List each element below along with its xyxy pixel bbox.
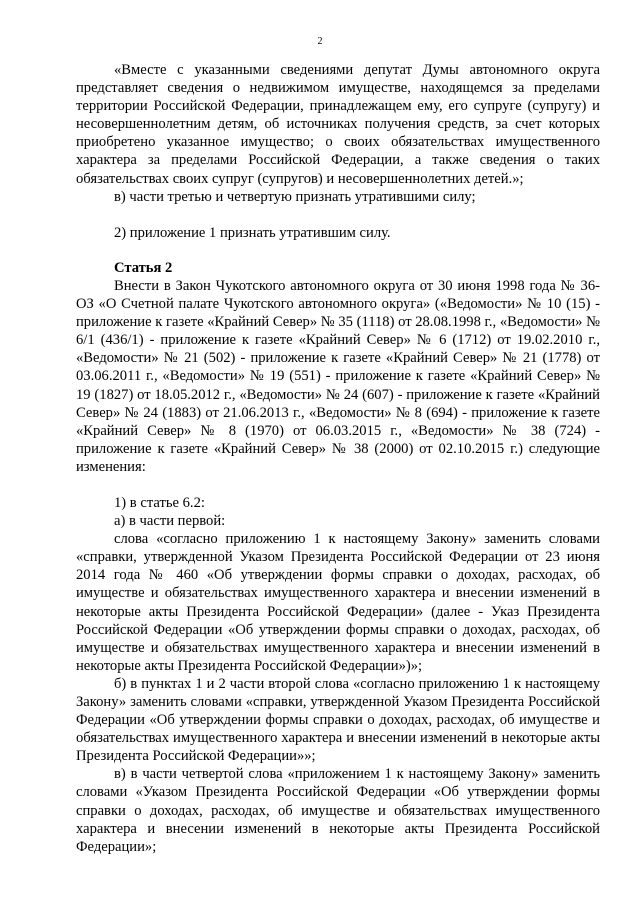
paragraph-declaration-clause: «Вместе с указанными сведениями депутат Думы автономного округа представляет сведения о недвижимом имуществе, находящемся за пределами территории Российской Федерации, принадлежащем ему, его супруге (супругу) и несовершеннолетним детям, об источниках получения средств, за счет которых приобретено указанное имущество; о своих обязательствах имущественного характера за пределами Российской Федерации, а также сведения о таких обязательствах своих супруг (супругов) и несовершеннолетних детей.»; [76,62,600,187]
paragraph-item-v-part-four: в) в части четвертой слова «приложением 1 к настоящему Закону» заменить словами «Указом Президента Российской Федерации «Об утверждении формы справки о доходах, расходах, об имуществе и обязательствах имущественного характера и внесении изменений в некоторые акты Президента Российской Федерации»; [76,766,600,855]
article-heading: Статья 2 [114,259,173,276]
paragraph-item-a: а) в части первой: [114,513,226,530]
paragraph-item-1: 1) в статье 6.2: [114,494,205,511]
paragraph-item-b: б) в пунктах 1 и 2 части второй слова «согласно приложению 1 к настоящему Закону» заменить словами «справки, утвержденной Указом Президента Российской Федерации «Об утверждении формы справки о доходах, расходах, об имуществе и обязательствах имущественного характера и внесении изменений в некоторые акты Президента Российской Федерации»»; [76,675,600,765]
paragraph-item-2: 2) приложение 1 признать утратившим силу. [114,224,391,241]
paragraph-amend-law: Внести в Закон Чукотского автономного округа от 30 июня 1998 года № 36-ОЗ «О Счетной палате Чукотского автономного округа» («Ведомости» № 10 (15) - приложение к газете «Крайний Север» № 35 (1118) от 28.08.1998 г., «Ведомости» № 6/1 (436/1) - приложение к газете «Крайний Север» № 6 (1712) от 19.02.2010 г., «Ведомости» № 21 (502) - приложение к газете «Крайний Север» № 21 (1778) от 03.06.2011 г., «Ведомости» № 19 (551) - приложение к газете «Крайний Север» № 19 (1827) от 18.05.2012 г., «Ведомости» № 24 (607) - приложение к газете «Крайний Север» № 24 (1883) от 21.06.2013 г., «Ведомости» № 8 (694) - приложение к газете «Крайний Север» № 8 (1970) от 06.03.2015 г., «Ведомости» № 38 (724) - приложение к газете «Крайний Север» № 38 (2000) от 02.10.2015 г.) следующие изменения: [76,277,601,475]
page-number: 2 [317,36,323,47]
paragraph-replace-words-1: слова «согласно приложению 1 к настоящему Закону» заменить словами «справки, утвержденной Указом Президента Российской Федерации от 23 июня 2014 года № 460 «Об утверждении формы справки о доходах, расходах, об имуществе и обязательствах имущественного характера и внесении изменений в некоторые акты Президента Российской Федерации» (далее - Указ Президента Российской Федерации «Об утверждении формы справки о доходах, расходах, об имуществе и обязательствах имущественного характера и внесении изменений в некоторые акты Президента Российской Федерации»)»; [76,531,600,674]
paragraph-item-v: в) части третью и четвертую признать утратившими силу; [114,188,476,205]
document-body [76,61,600,856]
